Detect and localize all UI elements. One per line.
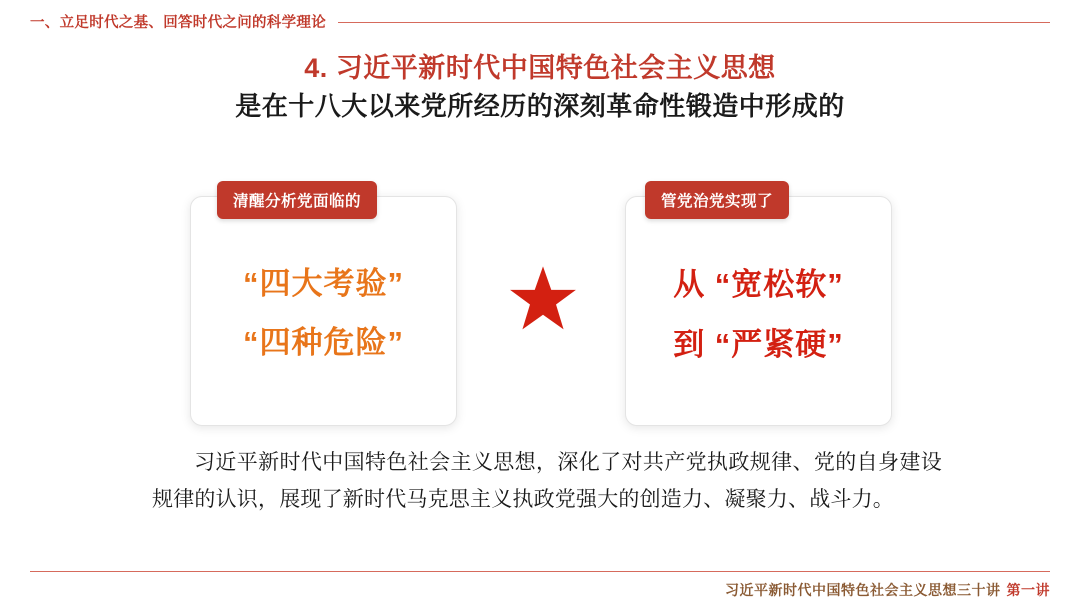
- section-title: 一、立足时代之基、回答时代之问的科学理论: [30, 14, 326, 31]
- slide-footer: [725, 580, 1050, 600]
- content-card-right: [625, 196, 892, 426]
- header-divider: [338, 22, 1050, 23]
- card-right-tag: 管党治党实现了: [645, 181, 789, 219]
- star-icon: [508, 265, 578, 335]
- footer-divider: [30, 571, 1050, 572]
- card-right-phrase-2: 到 “严紧硬”: [673, 327, 844, 363]
- card-left-tag: 清醒分析党面临的: [217, 181, 377, 219]
- slide-header: [30, 8, 1050, 34]
- title-line-1: 4. 习近平新时代中国特色社会主义思想: [304, 53, 776, 83]
- card-right-phrase-1: 从 “宽松软”: [673, 267, 844, 302]
- title-line-2: 是在十八大以来党所经历的深刻革命性锻造中形成的: [235, 91, 845, 122]
- footer-lecture-number: 第一讲: [1006, 584, 1050, 599]
- footer-series-title: 习近平新时代中国特色社会主义思想三十讲: [725, 584, 1001, 599]
- content-card-left: [190, 196, 457, 426]
- card-left-phrase-2: “四种危险”: [243, 324, 404, 360]
- body-paragraph: 习近平新时代中国特色社会主义思想，深化了对共产党执政规律、党的自身建设规律的认识，展现了新时代马克思主义执政党强大的创造力、凝聚力、战斗力。: [152, 451, 942, 512]
- card-left-phrase-1: “四大考验”: [243, 266, 404, 301]
- card-right-body: [626, 255, 891, 376]
- card-left-body: [191, 255, 456, 373]
- page-title: [0, 50, 1080, 126]
